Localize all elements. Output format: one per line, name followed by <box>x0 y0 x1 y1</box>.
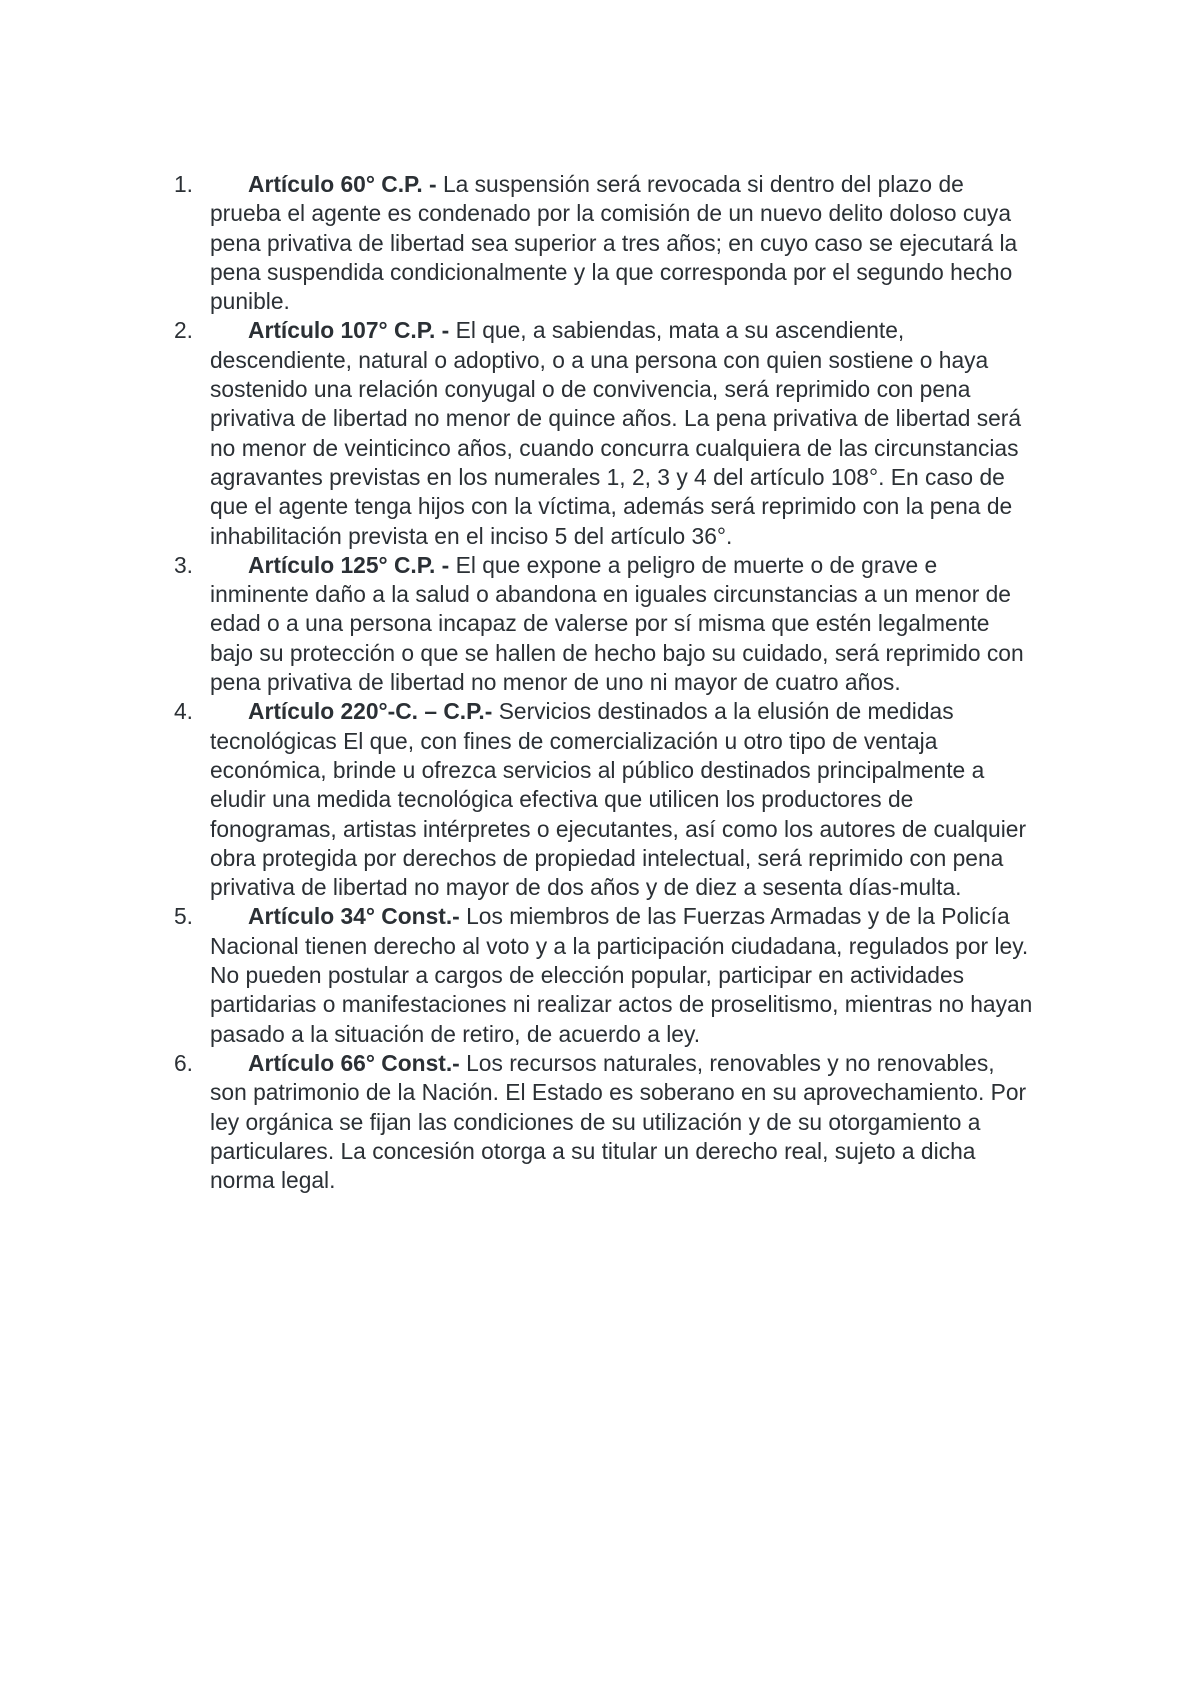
list-item-number: 4. <box>174 698 194 725</box>
article-heading: Artículo 60° C.P. - <box>248 171 437 197</box>
list-item-article-220c-cp <box>174 697 1034 902</box>
article-list <box>174 170 1034 1195</box>
article-heading: Artículo 107° C.P. - <box>248 317 450 344</box>
list-item-article-66-const <box>174 1049 1034 1195</box>
list-item-number: 2. <box>174 317 194 344</box>
article-text: El que expone a peligro de muerte o de grave e inminente daño a la salud o abandona en iguales circunstancias a un menor de edad o a una persona incapaz de valerse por sí misma que estén legalmente bajo su protección o que se hallen de hecho bajo su cuidado, será reprimido con pena privativa de libertad no menor de uno ni mayor de cuatro años. <box>210 551 1024 696</box>
article-text: El que, a sabiendas, mata a su ascendiente, descendiente, natural o adoptivo, o a una persona con quien sostiene o haya sostenido una relación conyugal o de convivencia, será reprimido con pena privativa de libertad no menor de quince años. La pena privativa de libertad será no menor de veinticinco años, cuando concurra cualquiera de las circunstancias agravantes previstas en los numerales 1, 2, 3 y 4 del artículo 108°. En caso de que el agente tenga hijos con la víctima, además será reprimido con la pena de inhabilitación prevista en el inciso 5 del artículo 36°. <box>210 317 1022 549</box>
article-text: La suspensión será revocada si dentro del plazo de prueba el agente es condenado por la comisión de un nuevo delito doloso cuya pena privativa de libertad sea superior a tres años; en cuyo caso se ejecutará la pena suspendida condicionalmente y la que corresponda por el segundo hecho punible. <box>210 171 1018 315</box>
list-item-article-125-cp <box>174 551 1034 697</box>
article-text: Servicios destinados a la elusión de medidas tecnológicas El que, con fines de comercialización u otro tipo de ventaja económica, brinde u ofrezca servicios al público destinados principalmente a eludir una medida tecnológica efectiva que utilicen los productores de fonogramas, artistas intérpretes o ejecutantes, así como los autores de cualquier obra protegida por derechos de propiedad intelectual, será reprimido con pena privativa de libertad no mayor de dos años y de diez a sesenta días-multa. <box>210 698 1027 901</box>
list-item-number: 3. <box>174 551 194 578</box>
article-text: Los recursos naturales, renovables y no renovables, son patrimonio de la Nación. El Estado es soberano en su aprovechamiento. Por ley orgánica se fijan las condiciones de su utilización y de su otorgamiento a particulares. La concesión otorga a su titular un derecho real, sujeto a dicha norma legal. <box>210 1049 1027 1194</box>
article-heading: Artículo 34° Const.- <box>248 903 460 930</box>
article-text: Los miembros de las Fuerzas Armadas y de la Policía Nacional tienen derecho al voto y a la participación ciudadana, regulados por ley. No pueden postular a cargos de elección popular, participar en actividades partidarias o manifestaciones ni realizar actos de proselitismo, mientras no hayan pasado a la situación de retiro, de acuerdo a ley. <box>210 903 1033 1047</box>
list-item-number: 5. <box>174 903 194 930</box>
article-heading: Artículo 125° C.P. - <box>248 551 450 578</box>
article-heading: Artículo 66° Const.- <box>248 1049 460 1076</box>
article-heading: Artículo 220°-C. – C.P.- <box>248 698 493 725</box>
list-item-article-60-cp <box>174 170 1034 316</box>
list-item-article-107-cp <box>174 316 1034 550</box>
list-item-article-34-const <box>174 902 1034 1048</box>
list-item-number: 1. <box>174 171 194 197</box>
list-item-number: 6. <box>174 1049 194 1076</box>
